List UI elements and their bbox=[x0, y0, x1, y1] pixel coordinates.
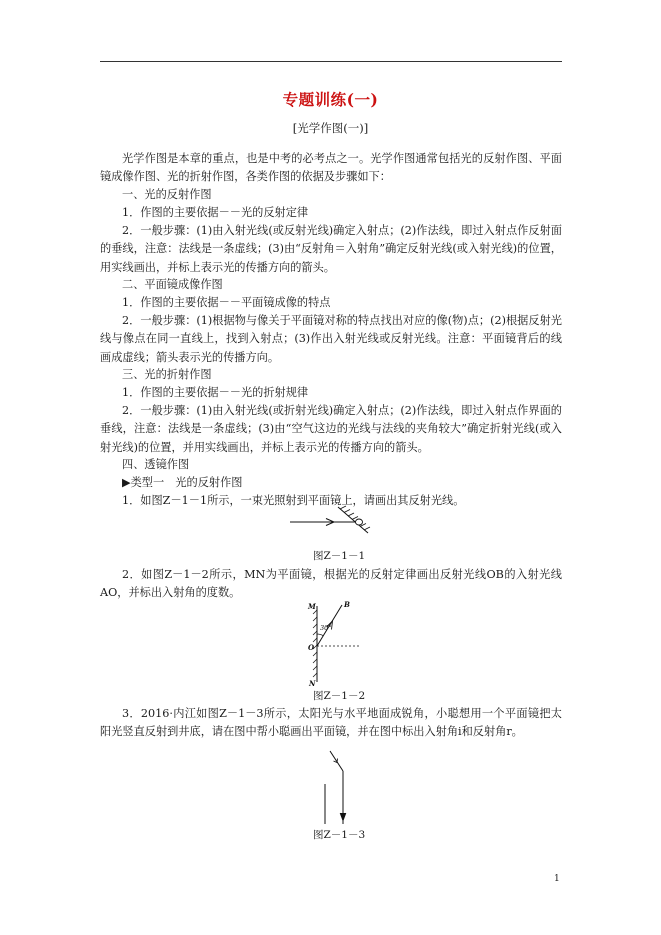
mirror-hatching bbox=[340, 506, 370, 530]
section-3-point-2: 2．一般步骤：(1)由入射光线(或折射光线)确定入射点；(2)作法线，即过入射点作界面的垂线，注意：法线是一条虚线；(3)由“空气这边的光线与法线的夹角较大”确定折射光线(或入射光线)的位置，并用实线画出，并标上表示光的传播方向的箭头。 bbox=[100, 404, 562, 454]
well-arrow bbox=[340, 813, 346, 821]
figure-z-1-2-caption: 图Z－1－2 bbox=[313, 690, 366, 702]
section-2-point-2: 2．一般步骤：(1)根据物与像关于平面镜对称的特点找出对应的像(物)点；(2)根据反射光线与像点在同一直线上，找到入射点；(3)作出入射光线或反射光线。注意：平面镜背后的线画成虚线；箭头表示光的传播方向。 bbox=[100, 314, 562, 364]
section-2-heading: 二、平面镜成像作图 bbox=[122, 278, 223, 291]
figure-z-1-3-caption: 图Z－1－3 bbox=[313, 829, 366, 841]
section-1-point-2: 2．一般步骤：(1)由入射光线(或反射光线)确定入射点；(2)作法线，即过入射点作反射面的垂线，注意：法线是一条虚线；(3)由“反射角＝入射角”确定反射光线(或入射光线)的位置，用实线画出，并标上表示光的传播方向的箭头。 bbox=[100, 224, 562, 274]
angle-arc bbox=[317, 634, 323, 636]
figure-z-1-1 bbox=[290, 505, 380, 545]
page-subtitle: [光学作图(一)] bbox=[292, 121, 369, 135]
label-n: N bbox=[309, 679, 316, 688]
page-title: 专题训练(一) bbox=[282, 90, 379, 109]
plane-mirror bbox=[338, 507, 368, 533]
type-heading: ▶类型一 光的反射作图 bbox=[122, 476, 243, 489]
intro-paragraph: 光学作图是本章的重点，也是中考的必考点之一。光学作图通常包括光的反射作图、平面镜成像作图、光的折射作图，各类作图的依据及步骤如下： bbox=[100, 152, 562, 184]
section-1-heading: 一、光的反射作图 bbox=[122, 188, 212, 201]
question-3-text: 3．2016·内江如图Z－1－3所示，太阳光与水平地面成锐角，小聪想用一个平面镜把太阳光竖直反射到井底，请在图中帮小聪画出平面镜，并在图中标出入射角i和反射角r。 bbox=[100, 707, 562, 739]
label-m: M bbox=[308, 602, 316, 611]
incidence-point-marker bbox=[356, 519, 363, 525]
sunlight-ray bbox=[330, 751, 343, 771]
label-o: O bbox=[308, 643, 315, 652]
page-number: 1 bbox=[554, 874, 560, 884]
header-rule bbox=[100, 61, 562, 62]
figure-z-1-1-caption: 图Z－1－1 bbox=[313, 550, 366, 562]
section-1-point-1: 1．作图的主要依据－－光的反射定律 bbox=[122, 206, 309, 219]
section-3-point-1: 1．作图的主要依据－－光的折射规律 bbox=[122, 386, 309, 399]
figure-z-1-2 bbox=[304, 600, 364, 686]
figure-z-1-3 bbox=[315, 745, 355, 825]
section-2-point-1: 1．作图的主要依据－－平面镜成像的特点 bbox=[122, 296, 331, 309]
section-3-heading: 三、光的折射作图 bbox=[122, 368, 212, 381]
question-2-text: 2．如图Z－1－2所示，MN为平面镜，根据光的反射定律画出反射光线OB的入射光线AO，并标出入射角的度数。 bbox=[100, 568, 562, 600]
label-angle: 30° bbox=[320, 624, 332, 632]
section-4-heading: 四、透镜作图 bbox=[122, 458, 190, 471]
label-b: B bbox=[344, 600, 350, 609]
question-1-text: 1．如图Z－1－1所示，一束光照射到平面镜上，请画出其反射光线。 bbox=[122, 494, 465, 507]
